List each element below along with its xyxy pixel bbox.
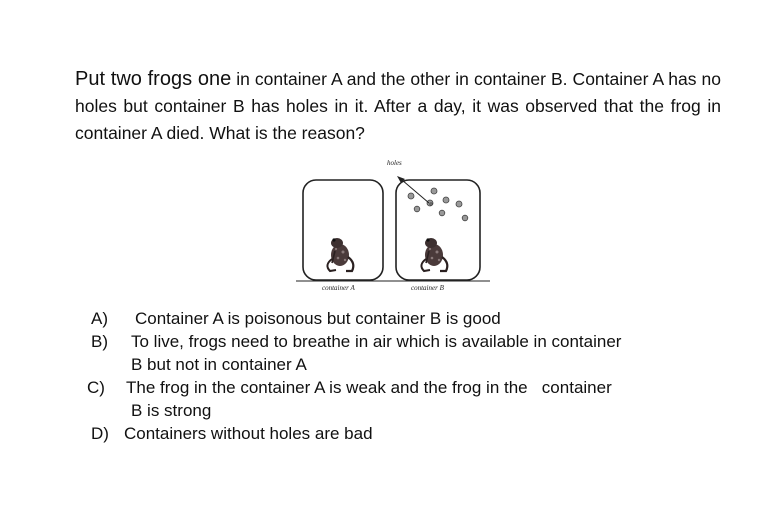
question-body: in container A and the other in container B. Container A has no holes but container B has holes in it. After a day, it was observed that the frog in container A died. What is the reason?: [75, 69, 721, 143]
option-a[interactable]: [91, 307, 711, 330]
option-a-letter: A): [91, 309, 108, 328]
option-a-text: Container A is poisonous but container B is good: [135, 309, 501, 328]
option-b-text-line1: To live, frogs need to breathe in air which is available in container: [131, 332, 622, 351]
option-d[interactable]: [91, 422, 711, 445]
option-c-text-line1: The frog in the container A is weak and the frog in the container: [126, 378, 612, 397]
holes-label: holes: [387, 159, 402, 167]
holes-arrow-line: [402, 180, 429, 203]
containers-illustration: [296, 156, 490, 296]
option-c-text-line2: B is strong: [131, 401, 212, 420]
option-d-text: Containers without holes are bad: [124, 424, 373, 443]
frog-b-icon: [421, 238, 447, 271]
frog-a-icon: [327, 238, 353, 271]
question-text: [75, 66, 721, 147]
question-lead: Put two frogs one: [75, 68, 232, 90]
container-a-label: container A: [322, 284, 355, 292]
option-c[interactable]: [87, 376, 711, 422]
containers-figure: [296, 156, 490, 296]
option-b-letter: B): [91, 332, 108, 351]
option-b[interactable]: [91, 330, 711, 376]
answer-options: [87, 307, 711, 445]
option-b-text-line2: B but not in container A: [131, 355, 307, 374]
option-d-letter: D): [91, 424, 109, 443]
option-c-letter: C): [87, 378, 105, 397]
container-b-label: container B: [411, 284, 444, 292]
